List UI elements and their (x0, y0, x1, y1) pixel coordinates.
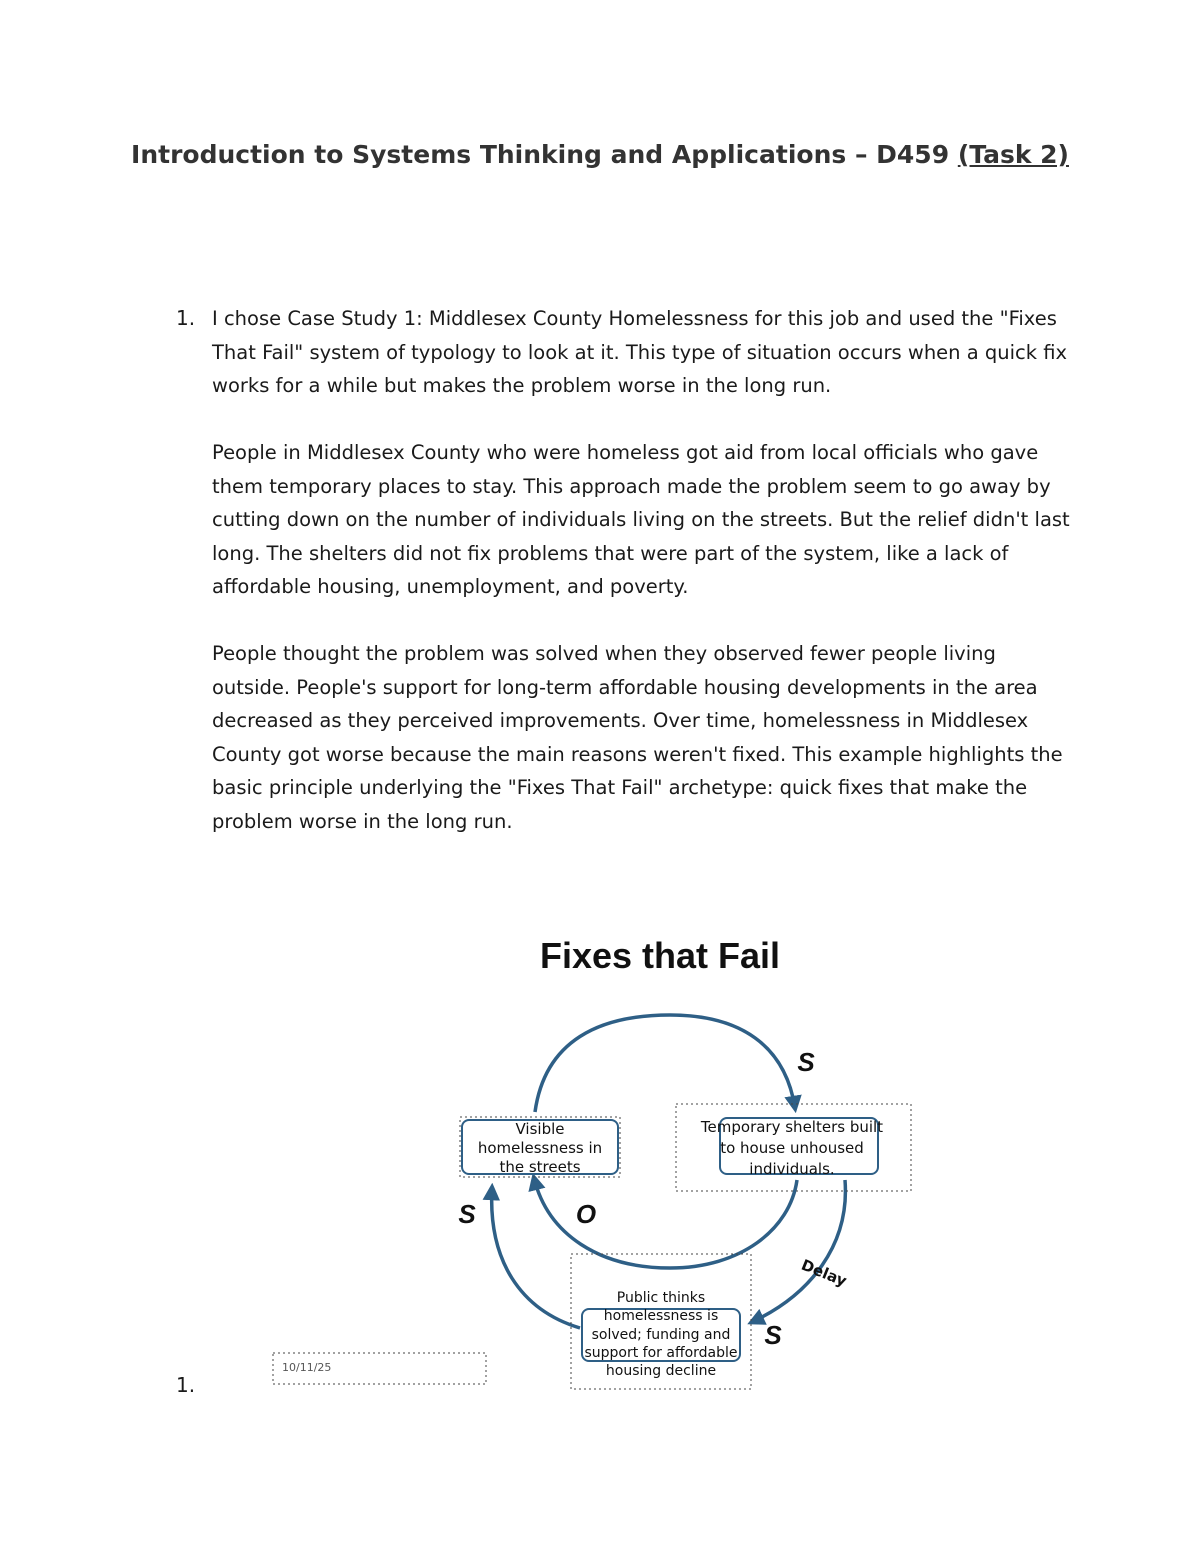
delay-label: Delay (798, 1255, 850, 1291)
consequence-line-3: solved; funding and (591, 1327, 731, 1343)
bottom-list-number: 1. (176, 1373, 196, 1397)
consequence-line-1: Public thinks (616, 1290, 706, 1306)
problem-line-2: homelessness in (477, 1139, 603, 1157)
polarity-inner: O (575, 1199, 597, 1229)
polarity-bottom-right: S (764, 1320, 782, 1350)
consequence-line-2: homelessness is (603, 1308, 719, 1324)
arrow-consequence-to-problem (492, 1188, 580, 1328)
list-number: 1. (176, 306, 196, 330)
polarity-top: S (797, 1047, 815, 1077)
title-task: (Task 2) (957, 140, 1069, 169)
problem-line-3: the streets (499, 1158, 581, 1176)
consequence-line-4: support for affordable (584, 1345, 738, 1361)
problem-line-1: Visible (515, 1120, 565, 1138)
arrow-problem-to-fix (535, 1015, 795, 1112)
arrow-fix-to-consequence (752, 1180, 845, 1322)
paragraph-2: People in Middlesex County who were homeless got aid from local officials who gave them temporary places to stay. This approach made the problem seem to go away by cutting down on the number of individuals living on the streets. But the relief didn't last long. The shelters did not fix problems that were part of the system, like a lack of affordable housing, unemployment, and poverty. (212, 441, 1070, 598)
paragraph-3: People thought the problem was solved when they observed fewer people living outside. People's support for long-term affordable housing developments in the area decreased as they perceived improvements. Over time, homelessness in Middlesex County got worse because the main reasons weren't fixed. This example highlights the basic principle underlying the "Fixes That Fail" archetype: quick fixes that make the problem worse in the long run. (212, 642, 1063, 833)
title-main: Introduction to Systems Thinking and Applications – D459 (131, 140, 958, 169)
fix-line-3: individuals. (749, 1160, 835, 1178)
consequence-line-5: housing decline (605, 1363, 717, 1379)
polarity-left: S (458, 1199, 476, 1229)
date-label: 10/11/25 (282, 1361, 332, 1374)
diagram-title: Fixes that Fail (539, 935, 781, 976)
fix-line-1: Temporary shelters built (700, 1118, 884, 1136)
fix-line-2: to house unhoused (720, 1139, 864, 1157)
paragraph-1: I chose Case Study 1: Middlesex County Homelessness for this job and used the "Fixes That Fail" system of typology to look at it. This type of situation occurs when a quick fix works for a while but makes the problem worse in the long run. (212, 307, 1068, 397)
